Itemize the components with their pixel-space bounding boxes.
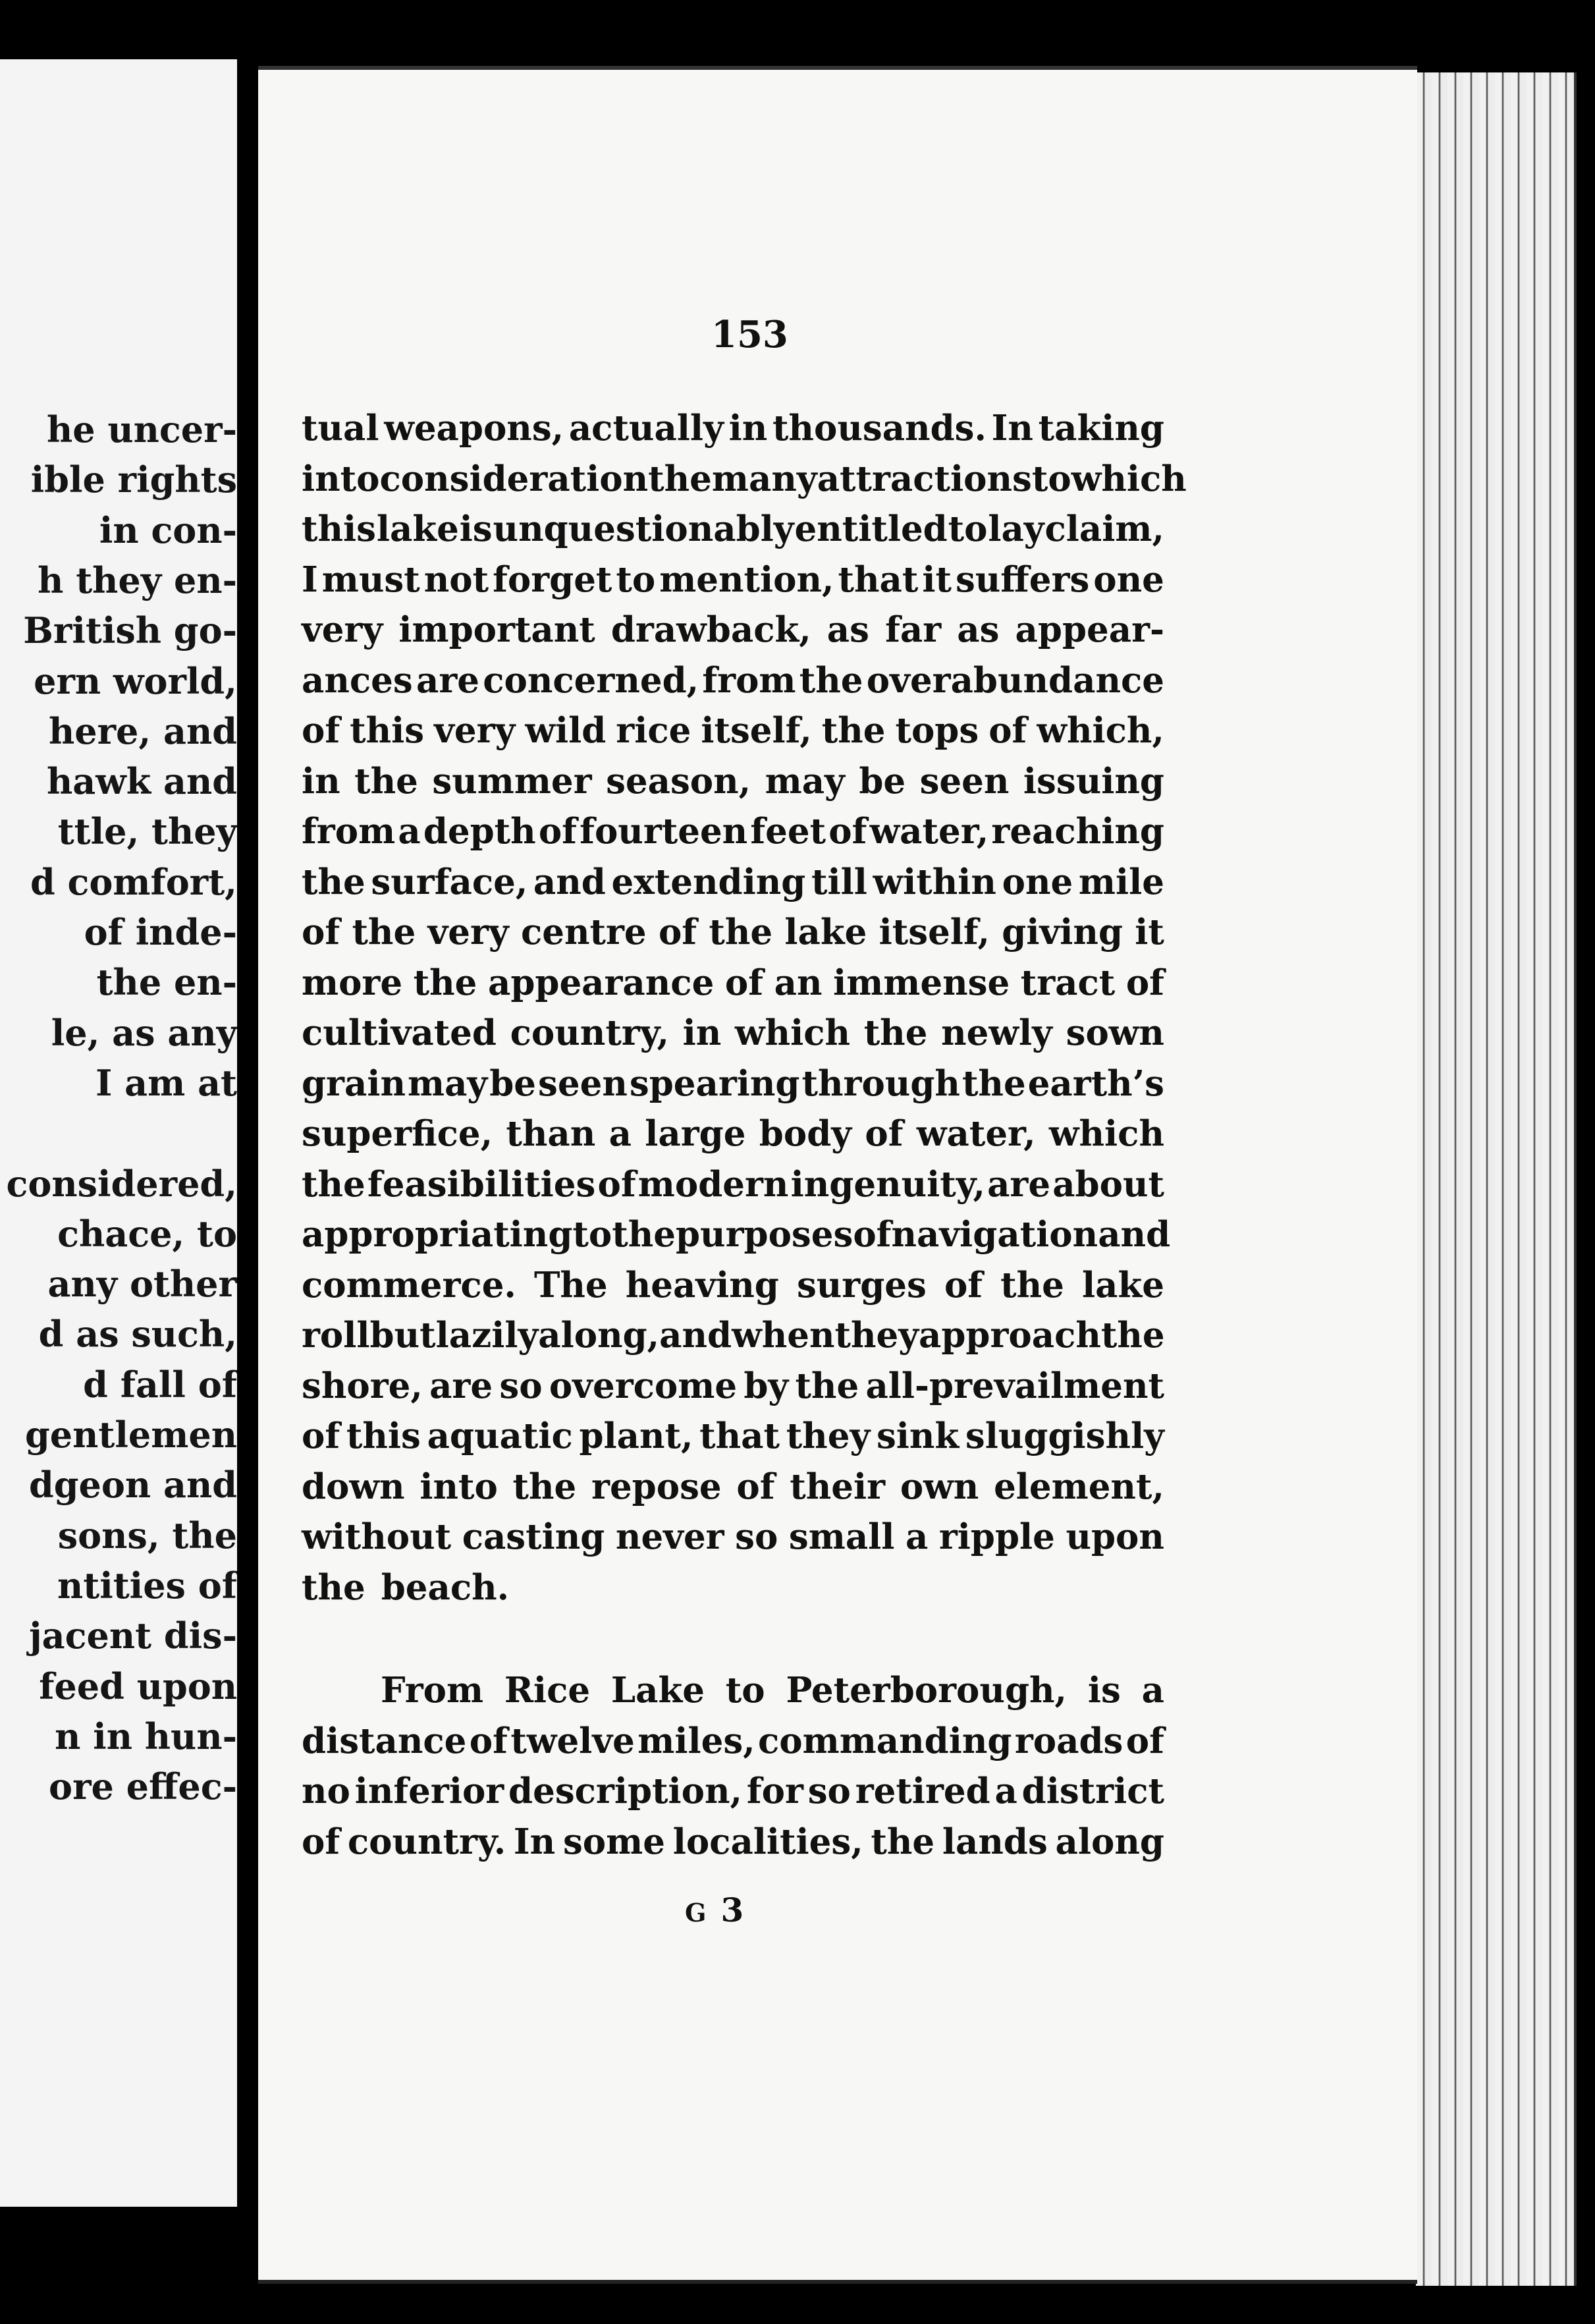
facing-page-line: he uncer-: [46, 408, 237, 451]
page-number: 153: [711, 313, 788, 356]
text-line: in the summer season, may be seen issuing: [302, 760, 1164, 802]
facing-page-line: ern world,: [34, 659, 237, 702]
facing-page-line: jacent dis-: [29, 1615, 237, 1657]
page-body: [302, 403, 1187, 1867]
facing-page-line: le, as any: [51, 1011, 237, 1054]
text-line: more the appearance of an immense tract of: [302, 962, 1164, 1003]
facing-page-line: chace, to: [57, 1212, 237, 1255]
facing-page-line: I am at: [95, 1061, 237, 1104]
text-line: from a depth of fourteen feet of water, reaching: [302, 811, 1164, 852]
paragraph-2: [302, 1665, 1164, 1867]
facing-page-line: ore effec-: [49, 1765, 237, 1808]
text-line: cultivated country, in which the newly sown: [302, 1012, 1164, 1053]
text-line: into consideration the many attractions to which: [302, 458, 1187, 499]
facing-page-line: the en-: [96, 961, 237, 1004]
facing-page-line: d as such,: [38, 1313, 237, 1356]
paragraph-gap: [302, 1613, 1164, 1665]
text-line: without casting never so small a ripple upon: [302, 1516, 1164, 1557]
text-line: grain may be seen spearing through the earth’s: [302, 1063, 1164, 1104]
facing-page-line: of inde-: [84, 911, 237, 953]
text-line: this lake is unquestionably entitled to lay claim,: [302, 509, 1164, 549]
text-line: superfice, than a large body of water, which: [302, 1113, 1164, 1154]
facing-page-line: ttle, they: [57, 810, 237, 853]
text-line: ances are concerned, from the overabundance: [302, 659, 1164, 701]
facing-page-line: h they en-: [38, 559, 237, 601]
facing-page-line: sons, the: [57, 1514, 237, 1557]
facing-page-line: hawk and: [47, 760, 237, 803]
text-line: commerce. The heaving surges of the lake: [302, 1264, 1164, 1306]
signature-mark: [685, 1891, 746, 1929]
facing-page-line: gentlemen: [25, 1414, 237, 1456]
text-line: roll but lazily along, and when they approach the: [302, 1315, 1165, 1356]
text-line: distance of twelve miles, commanding roads of: [302, 1720, 1164, 1761]
facing-page-line: here, and: [48, 709, 237, 752]
page-edges: [1416, 72, 1577, 2286]
facing-page-line: ntities of: [57, 1564, 237, 1607]
text-line: down into the repose of their own element,: [302, 1466, 1164, 1507]
text-line: I must not forget to mention, that it suffers one: [302, 559, 1164, 600]
facing-page-line: ible rights: [30, 458, 237, 501]
signature-letter: G: [685, 1898, 708, 1927]
text-line: shore, are so overcome by the all-prevailment: [302, 1365, 1164, 1406]
facing-page-line: d comfort,: [30, 860, 237, 903]
text-line: of this very wild rice itself, the tops of which,: [302, 710, 1164, 751]
text-line: very important drawback, as far as appear-: [302, 609, 1164, 650]
text-line: the surface, and extending till within one mile: [302, 861, 1164, 902]
facing-page-line: British go-: [23, 609, 237, 652]
facing-page-line: dgeon and: [29, 1464, 237, 1507]
facing-page-line: feed upon: [39, 1665, 237, 1707]
signature-number: 3: [720, 1891, 747, 1929]
facing-page-line: n in hun-: [55, 1715, 237, 1757]
text-line: of the very centre of the lake itself, giving it: [302, 912, 1164, 953]
text-line: the beach.: [302, 1566, 510, 1608]
facing-page-line: any other: [47, 1263, 237, 1306]
text-line: appropriating to the purposes of navigation and: [302, 1214, 1171, 1255]
text-line: tual weapons, actually in thousands. In taking: [302, 408, 1164, 449]
facing-page-line: d fall of: [83, 1363, 237, 1406]
facing-page-line: in con-: [99, 509, 237, 551]
text-line: of country. In some localities, the lands along: [302, 1821, 1164, 1862]
facing-page-line: considered,: [6, 1162, 237, 1205]
text-line: no inferior description, for so retired a district: [302, 1771, 1164, 1812]
facing-page: [0, 59, 237, 2207]
text-line: of this aquatic plant, that they sink sluggishly: [302, 1416, 1164, 1456]
text-line: From Rice Lake to Peterborough, is a: [381, 1670, 1164, 1711]
text-line: the feasibilities of modern ingenuity, are about: [302, 1163, 1164, 1205]
paragraph-1: [302, 403, 1187, 1613]
